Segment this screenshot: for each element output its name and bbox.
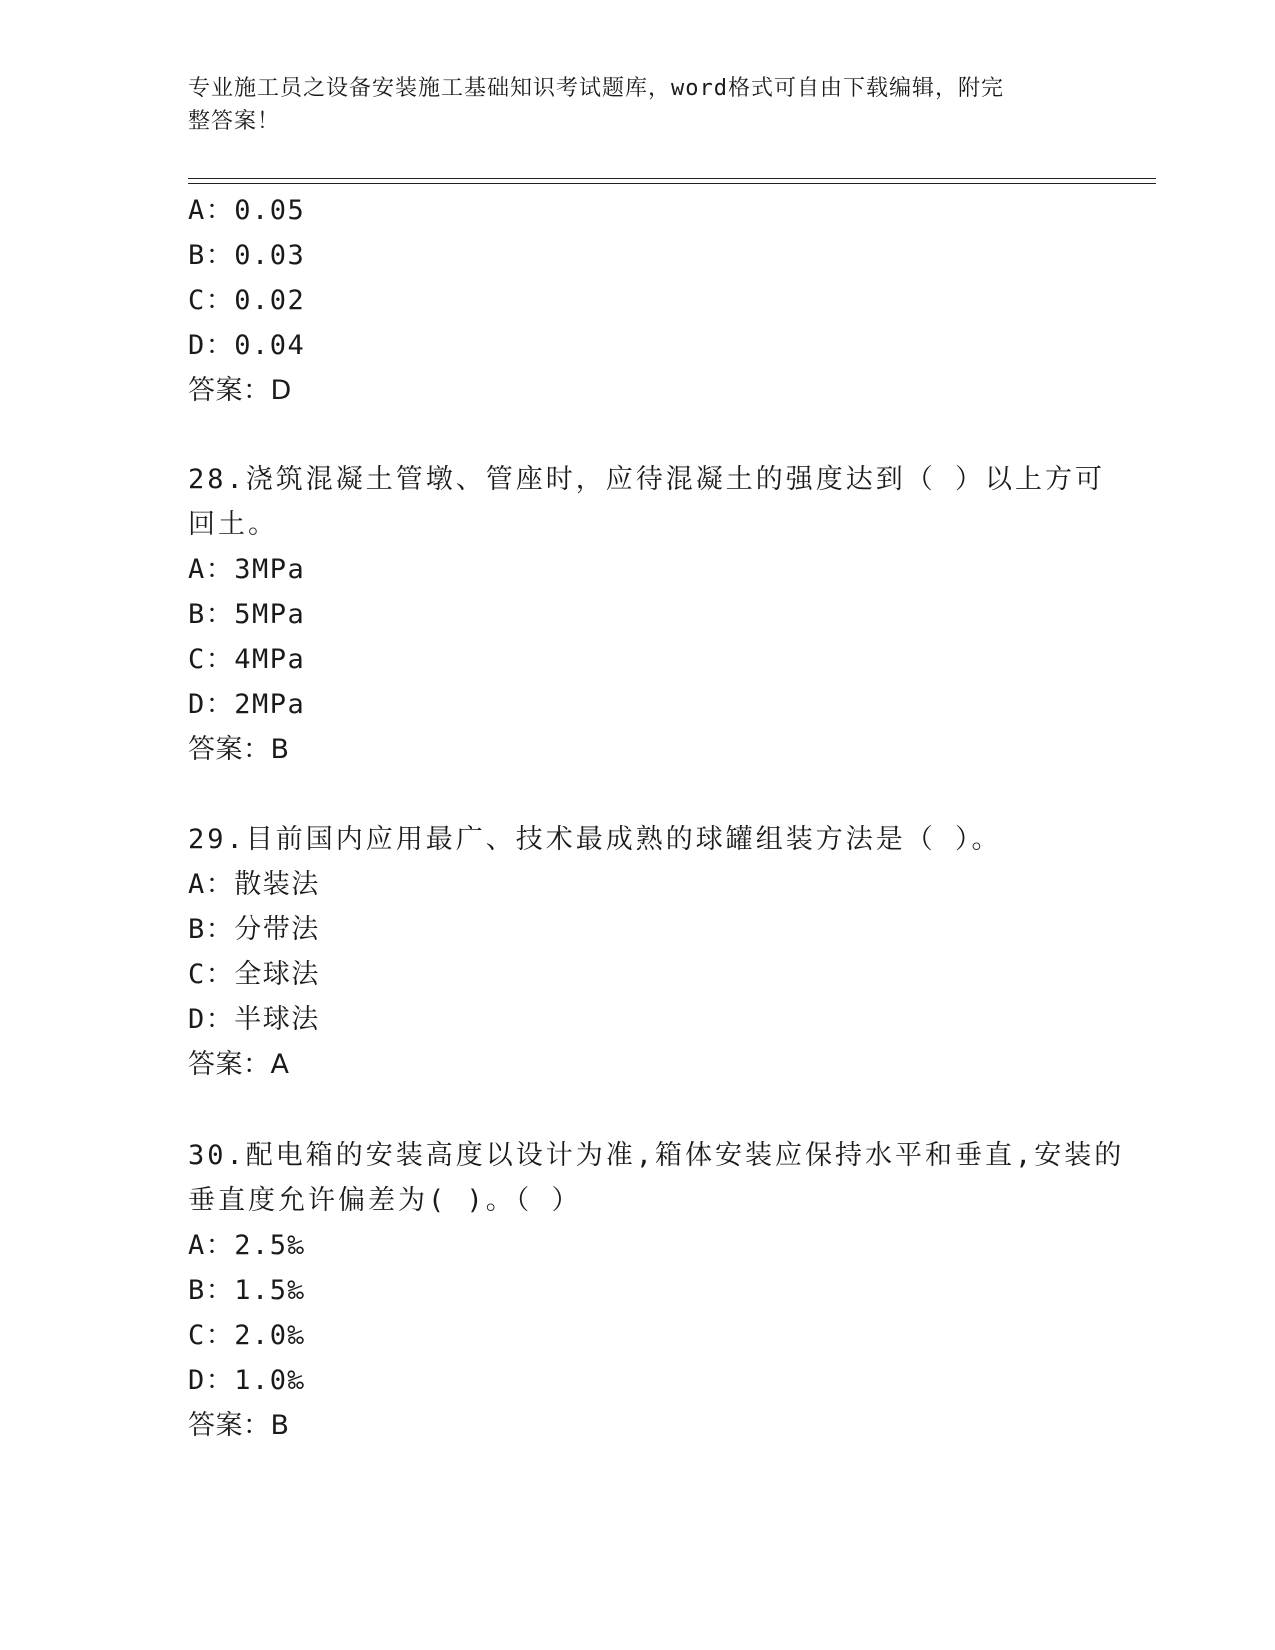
q30-option-a: A：2.5‰ xyxy=(188,1230,306,1261)
q28-option-a: A：3MPa xyxy=(188,554,306,585)
document-header xyxy=(188,72,1088,138)
q29-question-line-1: 29.目前国内应用最广、技术最成熟的球罐组装方法是（ ）。 xyxy=(188,824,1002,855)
q30-option-c: C：2.0‰ xyxy=(188,1320,306,1351)
q29-answer: 答案：A xyxy=(188,1049,290,1080)
q28-question-line-1: 28.浇筑混凝土管墩、管座时，应待混凝土的强度达到（ ）以上方可 xyxy=(188,464,1106,495)
q28-option-b: B：5MPa xyxy=(188,599,306,630)
q27-answer: 答案：D xyxy=(188,375,292,406)
q29-option-d: D：半球法 xyxy=(188,1004,320,1035)
q30-answer: 答案：B xyxy=(188,1410,290,1441)
q29-option-a: A：散装法 xyxy=(188,869,320,900)
q28-option-d: D：2MPa xyxy=(188,689,306,720)
q27-option-a: A：0.05 xyxy=(188,195,306,226)
header-divider-top xyxy=(188,178,1156,179)
header-line-1: 专业施工员之设备安装施工基础知识考试题库，word格式可自由下载编辑，附完 xyxy=(188,76,1004,101)
q28-answer: 答案：B xyxy=(188,734,290,765)
q29-option-b: B：分带法 xyxy=(188,914,320,945)
q30-option-d: D：1.0‰ xyxy=(188,1365,306,1396)
q30-question-line-2: 垂直度允许偏差为( )。（ ） xyxy=(188,1185,582,1216)
q28-option-c: C：4MPa xyxy=(188,644,306,675)
q27-option-d: D：0.04 xyxy=(188,330,306,361)
header-divider-bottom xyxy=(188,183,1156,184)
q30-option-b: B：1.5‰ xyxy=(188,1275,306,1306)
q27-option-c: C：0.02 xyxy=(188,285,306,316)
q28-question-line-2: 回土。 xyxy=(188,509,278,540)
header-line-2: 整答案！ xyxy=(188,109,281,134)
q29-option-c: C：全球法 xyxy=(188,959,320,990)
q27-option-b: B：0.03 xyxy=(188,240,306,271)
q30-question-line-1: 30.配电箱的安装高度以设计为准,箱体安装应保持水平和垂直,安装的 xyxy=(188,1140,1125,1171)
